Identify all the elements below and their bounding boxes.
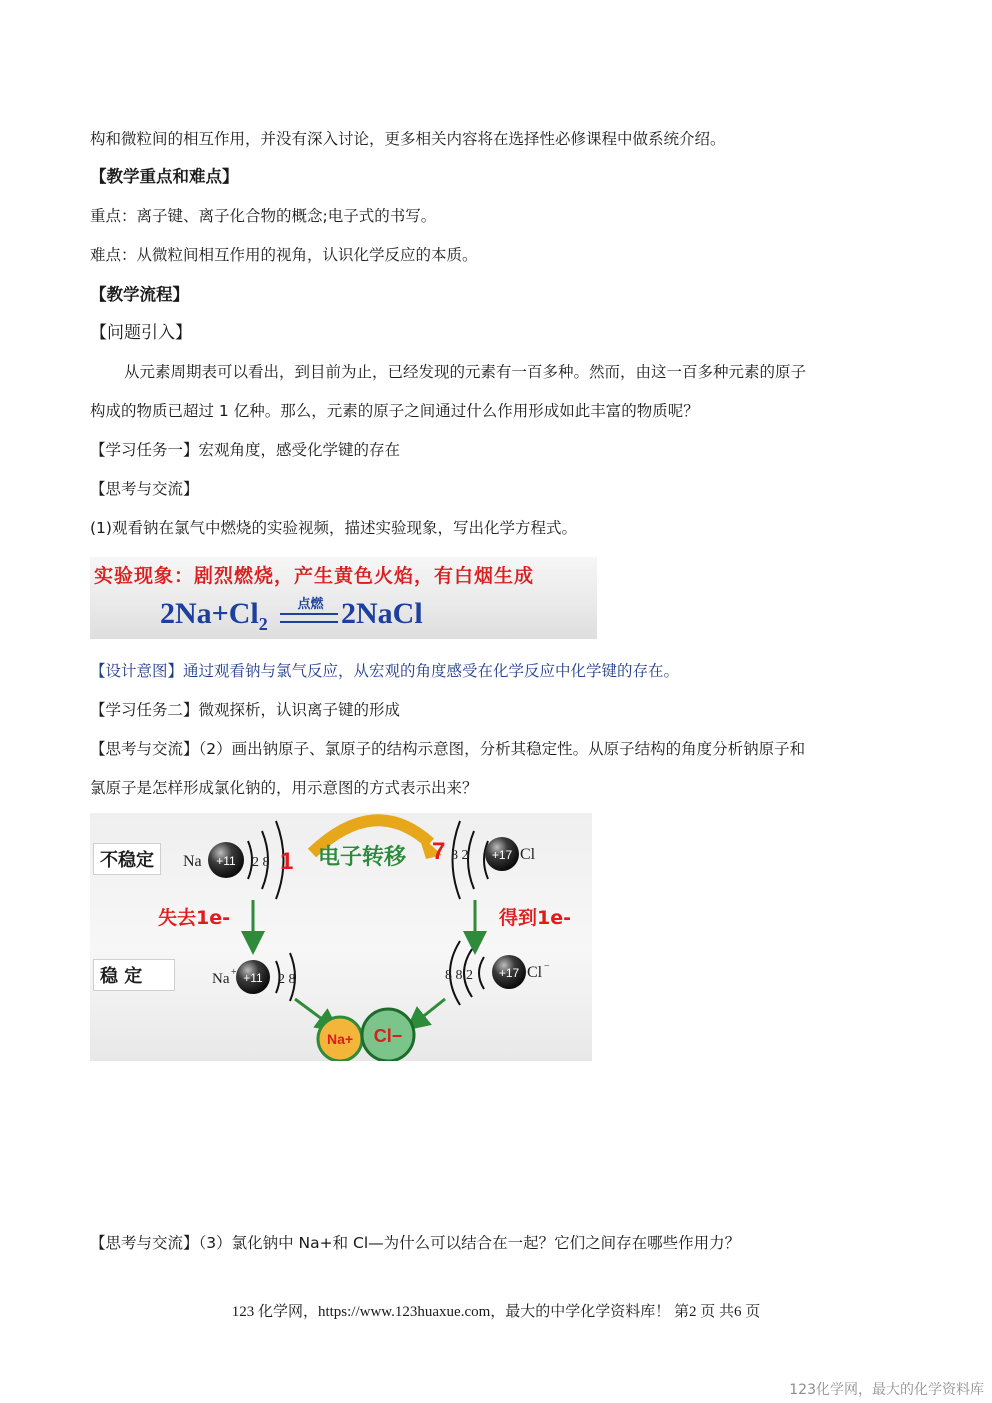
experiment-phenomenon: 实验现象：剧烈燃烧，产生黄色火焰，有白烟生成 [94,565,535,587]
cl-outer-electrons: 7 [432,838,446,865]
intro-paragraph-line1: 从元素周期表可以看出，到目前为止，已经发现的元素有一百多种。然而，由这一百多种元素的原子 [124,363,807,381]
design-intent: 【设计意图】通过观看钠与氯气反应，从宏观的角度感受在化学反应中化学键的存在。 [90,662,680,680]
electron-transfer-label: 电子转移 [318,845,407,870]
page-footer: 123 化学网，https://www.123huaxue.com，最大的中学化学资料库！ 第2 页 共6 页 [231,1304,761,1320]
bond-cl-label: Cl− [373,1026,403,1046]
difficult-point-text: 难点：从微粒间相互作用的视角，认识化学反应的本质。 [90,246,478,264]
question-3: 【思考与交流】（3）氯化钠中 Na+和 Cl—为什么可以结合在一起？它们之间存在哪些作用力？ [90,1234,741,1252]
cl-ion-label: Cl [527,964,543,981]
svg-text:+: + [231,967,237,978]
gain-electron-label: 得到1e- [499,907,571,929]
na-shells: 2 8 [252,855,270,870]
equation-product: 2NaCl [341,597,423,630]
sodium-chlorine-reaction-figure [90,557,597,639]
think-exchange-heading: 【思考与交流】 [90,480,199,498]
cl-ion-shells: 8 8 2 [445,968,473,983]
intro-paragraph-line2: 构成的物质已超过 1 亿种。那么，元素的原子之间通过什么作用形成如此丰富的物质呢？ [90,402,699,420]
equals-sign [280,613,338,623]
na-ion-label: Na [212,971,230,987]
question-2-line1: 【思考与交流】（2）画出钠原子、氯原子的结构示意图，分析其稳定性。从原子结构的角度分析钠原子和 [90,740,806,758]
cl-atom-label: Cl [520,846,536,863]
na-ion-nucleus-charge: +11 [243,971,263,985]
na-atom-label: Na [183,853,202,870]
na-outer-electron: 1 [280,848,294,875]
cl-shells: 8 2 [451,848,469,863]
reaction-condition: 点燃 [297,597,324,612]
ionic-bond-formation-diagram [90,813,592,1061]
stable-tag: 稳 定 [93,959,175,991]
question-2-line2: 氯原子是怎样形成氯化钠的，用示意图的方式表示出来？ [90,779,478,797]
na-ion-shells: 2 8 [278,972,296,987]
task1-heading: 【学习任务一】宏观角度，感受化学键的存在 [90,441,401,459]
equation-reactants: $2Na+Cl_2$ [160,597,268,634]
cl-ion-nucleus-charge: +17 [498,966,520,980]
teaching-flow-heading: 【教学流程】 [90,285,189,304]
key-point-text: 重点：离子键、离子化合物的概念;电子式的书写。 [90,207,437,225]
key-difficult-heading: 【教学重点和难点】 [90,167,239,186]
question-1: (1)观看钠在氯气中燃烧的实验视频，描述实验现象，写出化学方程式。 [90,519,577,537]
svg-text:−: − [544,961,550,972]
intro-tail-text: 构和微粒间的相互作用，并没有深入讨论，更多相关内容将在选择性必修课程中做系统介绍。 [90,130,726,148]
question-intro-heading: 【问题引入】 [90,323,192,343]
watermark: 123化学网，最大的化学资料库 [789,1382,984,1398]
unstable-tag: 不稳定 [93,843,161,875]
na-nucleus-charge: +11 [216,854,236,868]
ionic-bond-diagram-svg [90,813,592,1061]
cl-nucleus-charge: +17 [491,848,513,862]
lose-electron-label: 失去1e- [158,907,230,929]
bond-na-label: Na+ [326,1031,354,1047]
task2-heading: 【学习任务二】微观探析，认识离子键的形成 [90,701,401,719]
